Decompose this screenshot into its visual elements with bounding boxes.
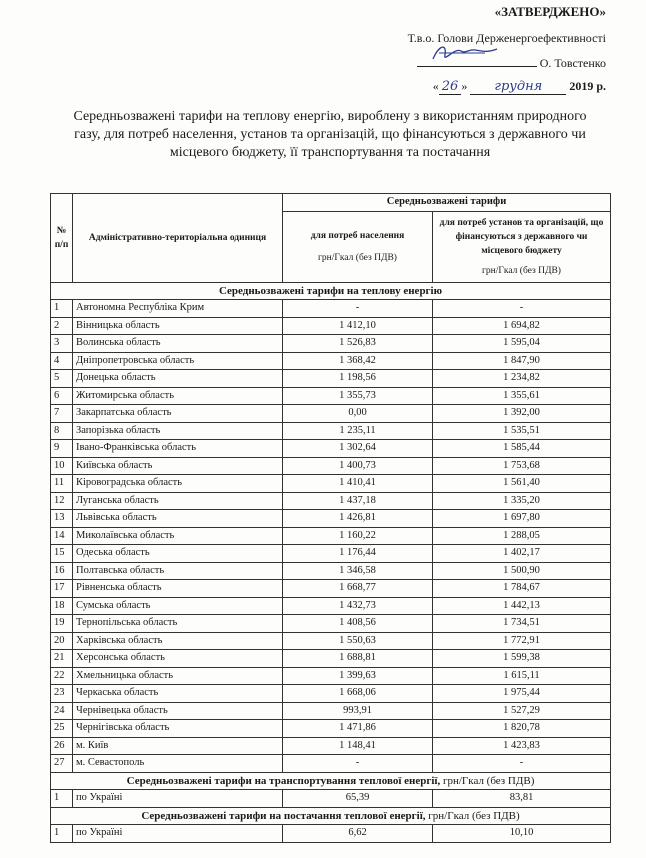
table-row: [51, 702, 611, 720]
table-row: [51, 580, 611, 598]
row-name: Запорізька область: [73, 422, 283, 440]
table-row: [51, 615, 611, 633]
row-num: 20: [51, 632, 73, 650]
table-row: [51, 510, 611, 528]
row-name: по Україні: [73, 790, 283, 808]
row-institutions-value: 1 527,29: [433, 702, 611, 720]
table-row: [51, 370, 611, 388]
approval-block: [346, 4, 606, 95]
table-row: [51, 527, 611, 545]
table-row: [51, 790, 611, 808]
row-num: 1: [51, 300, 73, 318]
row-institutions-value: 1 694,82: [433, 317, 611, 335]
approval-date: « 26 » грудня 2019 р.: [432, 79, 606, 94]
row-name: Чернігівська область: [73, 720, 283, 738]
signature-icon: [425, 41, 505, 67]
row-num: 9: [51, 440, 73, 458]
row-name: Київська область: [73, 457, 283, 475]
row-population-value: 1 148,41: [283, 737, 433, 755]
table-row: [51, 457, 611, 475]
table-row: [51, 387, 611, 405]
row-institutions-value: 1 402,17: [433, 545, 611, 563]
header-unit: Адміністративно-територіальна одиниця: [73, 194, 283, 283]
approval-year: 2019 р.: [569, 79, 606, 93]
row-institutions-value: 1 423,83: [433, 737, 611, 755]
table-row: [51, 317, 611, 335]
row-institutions-value: 1 500,90: [433, 562, 611, 580]
row-num: 11: [51, 475, 73, 493]
row-num: 14: [51, 527, 73, 545]
region-rows: [51, 300, 611, 773]
row-num: 7: [51, 405, 73, 423]
row-institutions-value: -: [433, 300, 611, 318]
row-num: 2: [51, 317, 73, 335]
approval-month: грудня: [470, 79, 566, 95]
row-population-value: 1 400,73: [283, 457, 433, 475]
row-institutions-value: 1 820,78: [433, 720, 611, 738]
table-row: [51, 632, 611, 650]
row-name: Херсонська область: [73, 650, 283, 668]
row-population-value: 1 302,64: [283, 440, 433, 458]
row-institutions-value: 1 847,90: [433, 352, 611, 370]
row-population-value: 1 668,06: [283, 685, 433, 703]
row-num: 18: [51, 597, 73, 615]
approval-signer: О. Товстенко: [539, 56, 606, 70]
row-population-value: 1 355,73: [283, 387, 433, 405]
row-population-value: -: [283, 300, 433, 318]
header-population-label: для потреб населення: [310, 230, 405, 241]
row-population-value: 65,39: [283, 790, 433, 808]
row-population-value: 1 432,73: [283, 597, 433, 615]
row-num: 5: [51, 370, 73, 388]
row-num: 26: [51, 737, 73, 755]
row-name: по Україні: [73, 825, 283, 843]
row-population-value: 1 471,86: [283, 720, 433, 738]
row-institutions-value: 1 615,11: [433, 667, 611, 685]
row-population-value: 1 368,42: [283, 352, 433, 370]
row-num: 8: [51, 422, 73, 440]
row-num: 3: [51, 335, 73, 353]
row-institutions-value: 1 975,44: [433, 685, 611, 703]
header-institutions-label: для потреб установ та організацій, що фінансуються з державного чи місцевого бюджету: [439, 217, 604, 256]
row-name: Дніпропетровська область: [73, 352, 283, 370]
row-num: 1: [51, 790, 73, 808]
row-institutions-value: 1 697,80: [433, 510, 611, 528]
row-name: Закарпатська область: [73, 405, 283, 423]
row-name: Тернопільська область: [73, 615, 283, 633]
table-row: [51, 475, 611, 493]
row-num: 21: [51, 650, 73, 668]
row-institutions-value: 1 442,13: [433, 597, 611, 615]
header-population: [283, 211, 433, 282]
header-institutions-unit: грн/Гкал (без ПДВ): [482, 265, 561, 276]
row-institutions-value: 1 585,44: [433, 440, 611, 458]
signature-line: [417, 55, 537, 67]
table-row: [51, 597, 611, 615]
table-row: [51, 685, 611, 703]
row-institutions-value: 1 772,91: [433, 632, 611, 650]
row-name: Харківська область: [73, 632, 283, 650]
table-row: [51, 405, 611, 423]
row-num: 24: [51, 702, 73, 720]
row-population-value: 1 408,56: [283, 615, 433, 633]
row-institutions-value: 1 561,40: [433, 475, 611, 493]
document-title: Середньозважені тарифи на теплову енергію, вироблену з використанням природного газу, для потреб населення, установ та організацій, що фінансуються з державного чи місцевого бюджету, її транспортування та постачання: [73, 109, 587, 160]
row-name: м. Севастополь: [73, 755, 283, 773]
table-row: [51, 422, 611, 440]
row-num: 22: [51, 667, 73, 685]
row-population-value: 1 410,41: [283, 475, 433, 493]
row-population-value: 1 426,81: [283, 510, 433, 528]
row-institutions-value: 1 595,04: [433, 335, 611, 353]
row-name: Черкаська область: [73, 685, 283, 703]
table-row: [51, 737, 611, 755]
row-population-value: 1 688,81: [283, 650, 433, 668]
row-name: Полтавська область: [73, 562, 283, 580]
row-name: Луганська область: [73, 492, 283, 510]
table-row: [51, 545, 611, 563]
table-row: [51, 825, 611, 843]
section-transport-unit: грн/Гкал (без ПДВ): [440, 774, 535, 787]
row-institutions-value: -: [433, 755, 611, 773]
approval-signer-line: [346, 55, 606, 71]
row-institutions-value: 1 355,61: [433, 387, 611, 405]
row-institutions-value: 1 335,20: [433, 492, 611, 510]
row-population-value: 1 176,44: [283, 545, 433, 563]
row-population-value: 1 526,83: [283, 335, 433, 353]
row-num: 10: [51, 457, 73, 475]
row-institutions-value: 1 392,00: [433, 405, 611, 423]
row-name: Одеська область: [73, 545, 283, 563]
table-row: [51, 650, 611, 668]
row-num: 27: [51, 755, 73, 773]
row-num: 1: [51, 825, 73, 843]
table-row: [51, 755, 611, 773]
row-num: 23: [51, 685, 73, 703]
row-name: Донецька область: [73, 370, 283, 388]
row-num: 6: [51, 387, 73, 405]
row-institutions-value: 10,10: [433, 825, 611, 843]
table-row: [51, 335, 611, 353]
row-name: Кіровоградська область: [73, 475, 283, 493]
table-row: [51, 492, 611, 510]
table-row: [51, 720, 611, 738]
row-population-value: 1 399,63: [283, 667, 433, 685]
row-institutions-value: 1 753,68: [433, 457, 611, 475]
section-transport-title: Середньозважені тарифи на транспортування теплової енергії,: [126, 774, 441, 787]
row-population-value: 1 550,63: [283, 632, 433, 650]
table-row: [51, 440, 611, 458]
row-name: Хмельницька область: [73, 667, 283, 685]
row-population-value: 0,00: [283, 405, 433, 423]
row-population-value: 1 412,10: [283, 317, 433, 335]
row-name: Миколаївська область: [73, 527, 283, 545]
row-population-value: 1 160,22: [283, 527, 433, 545]
row-institutions-value: 83,81: [433, 790, 611, 808]
section-supply-title: Середньозважені тарифи на постачання теплової енергії,: [141, 809, 426, 822]
section-supply-unit: грн/Гкал (без ПДВ): [425, 809, 520, 822]
row-institutions-value: 1 734,51: [433, 615, 611, 633]
row-institutions-value: 1 288,05: [433, 527, 611, 545]
header-group: Середньозважені тарифи: [283, 194, 611, 212]
header-population-unit: грн/Гкал (без ПДВ): [318, 252, 397, 263]
row-num: 15: [51, 545, 73, 563]
row-num: 17: [51, 580, 73, 598]
row-name: Волинська область: [73, 335, 283, 353]
row-population-value: 1 198,56: [283, 370, 433, 388]
row-population-value: 1 437,18: [283, 492, 433, 510]
row-population-value: 1 346,58: [283, 562, 433, 580]
row-name: Рівненська область: [73, 580, 283, 598]
row-name: Житомирська область: [73, 387, 283, 405]
table-row: [51, 562, 611, 580]
table-row: [51, 352, 611, 370]
header-num: № п/п: [51, 194, 73, 283]
row-num: 19: [51, 615, 73, 633]
row-num: 13: [51, 510, 73, 528]
row-institutions-value: 1 599,38: [433, 650, 611, 668]
row-name: Сумська область: [73, 597, 283, 615]
approval-stamp: «ЗАТВЕРДЖЕНО»: [494, 4, 606, 19]
row-num: 25: [51, 720, 73, 738]
row-num: 12: [51, 492, 73, 510]
section-transport: [51, 772, 611, 790]
row-name: Львівська область: [73, 510, 283, 528]
approval-position: Т.в.о. Голови Держенергоефективності: [407, 31, 606, 45]
row-population-value: 6,62: [283, 825, 433, 843]
row-population-value: 993,91: [283, 702, 433, 720]
row-name: Чернівецька область: [73, 702, 283, 720]
row-name: Автономна Республіка Крим: [73, 300, 283, 318]
section-supply: [51, 807, 611, 825]
row-population-value: 1 235,11: [283, 422, 433, 440]
row-num: 4: [51, 352, 73, 370]
row-institutions-value: 1 784,67: [433, 580, 611, 598]
row-population-value: -: [283, 755, 433, 773]
row-name: Вінницька область: [73, 317, 283, 335]
row-name: Івано-Франківська область: [73, 440, 283, 458]
row-num: 16: [51, 562, 73, 580]
approval-day: 26: [439, 79, 462, 95]
table-row: [51, 300, 611, 318]
table-row: [51, 667, 611, 685]
row-population-value: 1 668,77: [283, 580, 433, 598]
tariff-table: [50, 193, 611, 843]
row-name: м. Київ: [73, 737, 283, 755]
row-institutions-value: 1 535,51: [433, 422, 611, 440]
section-heat-energy: Середньозважені тарифи на теплову енергію: [51, 282, 611, 300]
header-institutions: [433, 211, 611, 282]
row-institutions-value: 1 234,82: [433, 370, 611, 388]
